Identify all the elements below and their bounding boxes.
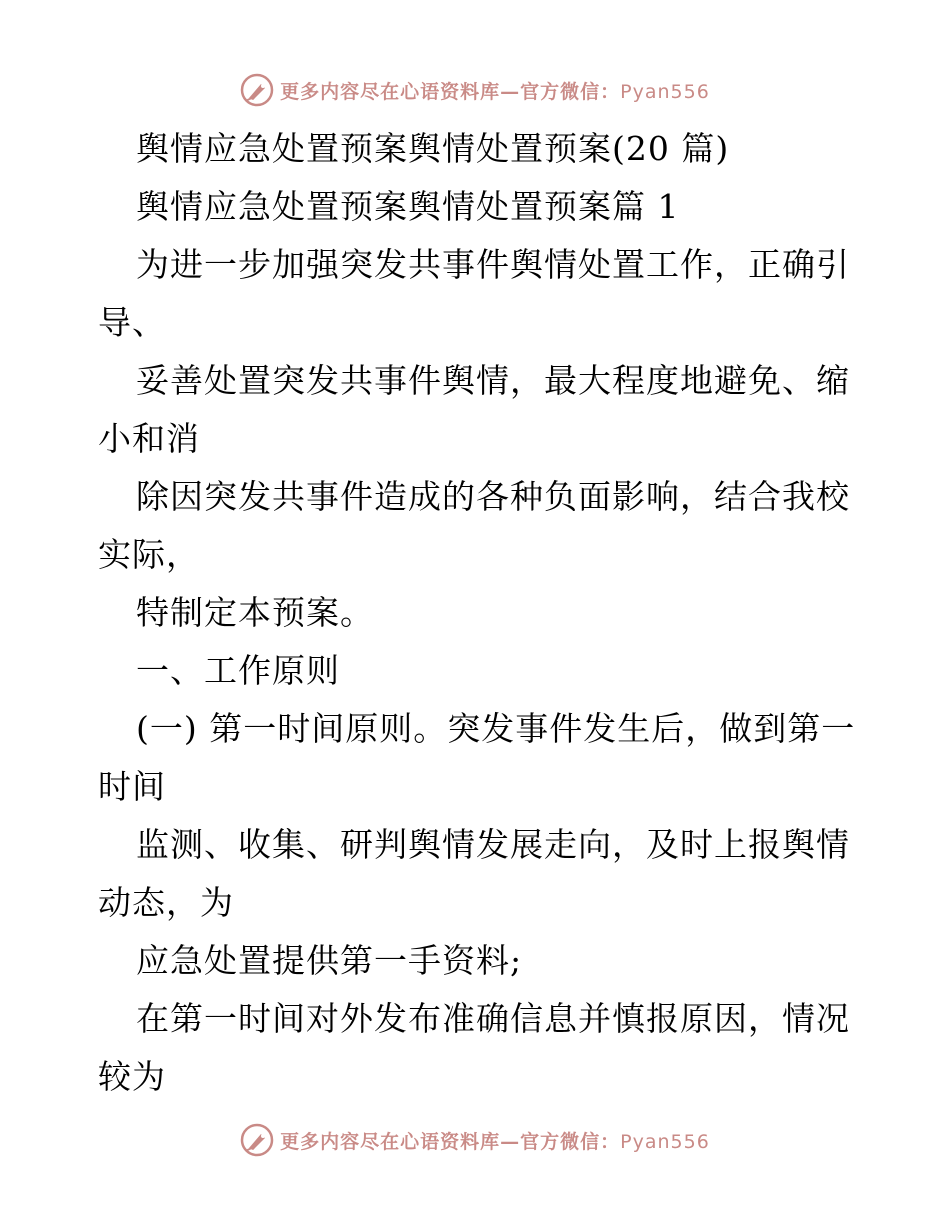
document-title: 舆情应急处置预案舆情处置预案(20 篇) [136, 129, 730, 168]
paragraph-line: 在第一时间对外发布准确信息并慎报原因，情况 [136, 999, 850, 1038]
paragraph-line: 动态，为 [98, 883, 234, 922]
watermark-text: 更多内容尽在心语资料库—官方微信：Pyan556 [280, 1130, 710, 1153]
pen-nib-logo-icon [240, 1123, 274, 1157]
paragraph-line: (一) 第一时间原则。突发事件发生后，做到第一 [136, 709, 856, 748]
watermark-footer [0, 1120, 950, 1160]
paragraph-line: 特制定本预案。 [136, 593, 374, 632]
section-heading: 舆情应急处置预案舆情处置预案篇 1 [136, 187, 680, 226]
section-heading: 一、工作原则 [136, 651, 340, 690]
paragraph-line: 应急处置提供第一手资料; [136, 941, 523, 980]
paragraph-line: 妥善处置突发共事件舆情，最大程度地避免、缩 [136, 361, 850, 400]
document-body [98, 120, 858, 1106]
watermark-text: 更多内容尽在心语资料库—官方微信：Pyan556 [280, 80, 710, 103]
watermark-header [0, 70, 950, 110]
paragraph-line: 较为 [98, 1057, 166, 1096]
paragraph-line: 导、 [98, 303, 166, 342]
paragraph-line: 时间 [98, 767, 166, 806]
paragraph-line: 为进一步加强突发共事件舆情处置工作，正确引 [136, 245, 850, 284]
paragraph-line: 实际， [98, 535, 200, 574]
pen-nib-logo-icon [240, 73, 274, 107]
paragraph-line: 监测、收集、研判舆情发展走向，及时上报舆情 [136, 825, 850, 864]
paragraph-line: 小和消 [98, 419, 200, 458]
paragraph-line: 除因突发共事件造成的各种负面影响，结合我校 [136, 477, 850, 516]
